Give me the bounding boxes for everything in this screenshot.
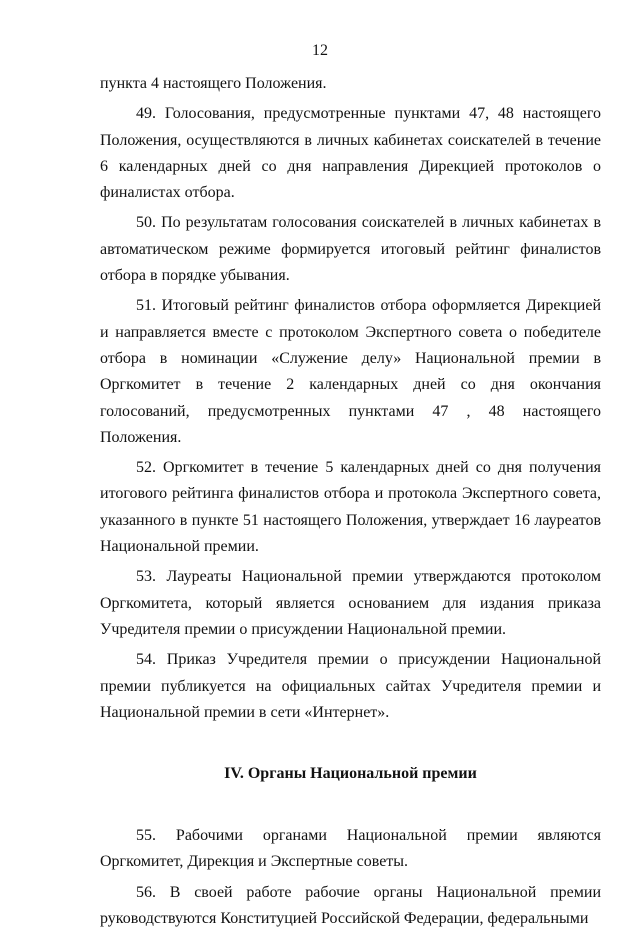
document-body xyxy=(100,71,601,936)
paragraph-51: 51. Итоговый рейтинг финалистов отбора оформляется Дирекцией и направляется вместе с протоколом Экспертного совета о победителе отбора в номинации «Служение делу» Национальной премии в Оргкомитет в течение 2 календарных дней со дня окончания голосований, предусмотренных пунктами 47 , 48 настоящего Положения. xyxy=(100,297,601,446)
paragraph: пункта 4 настоящего Положения. xyxy=(100,75,327,92)
paragraph-55: 55. Рабочими органами Национальной премии являются Оргкомитет, Дирекция и Экспертные советы. xyxy=(100,827,601,871)
page-number: 12 xyxy=(312,42,328,59)
paragraph-50: 50. По результатам голосования соискателей в личных кабинетах в автоматическом режиме формируется итоговый рейтинг финалистов отбора в порядке убывания. xyxy=(100,214,601,285)
paragraph-49: 49. Голосования, предусмотренные пунктами 47, 48 настоящего Положения, осуществляются в личных кабинетах соискателей в течение 6 календарных дней со дня направления Дирекцией протоколов о финалистах отбора. xyxy=(100,105,601,202)
paragraph-54: 54. Приказ Учредителя премии о присуждении Национальной премии публикуется на официальных сайтах Учредителя премии и Национальной премии в сети «Интернет». xyxy=(100,651,601,721)
paragraph-52: 52. Оргкомитет в течение 5 календарных дней со дня получения итогового рейтинга финалистов отбора и протокола Экспертного совета, указанного в пункте 51 настоящего Положения, утверждает 16 лауреатов Национальной премии. xyxy=(100,459,601,556)
paragraph-56: 56. В своей работе рабочие органы Национальной премии руководствуются Конституцией Российской Федерации, федеральными xyxy=(100,883,601,928)
section-heading: IV. Органы Национальной премии xyxy=(224,765,477,783)
paragraph-53: 53. Лауреаты Национальной премии утверждаются протоколом Оргкомитета, который является основанием для издания приказа Учредителя премии о присуждении Национальной премии. xyxy=(100,568,601,638)
